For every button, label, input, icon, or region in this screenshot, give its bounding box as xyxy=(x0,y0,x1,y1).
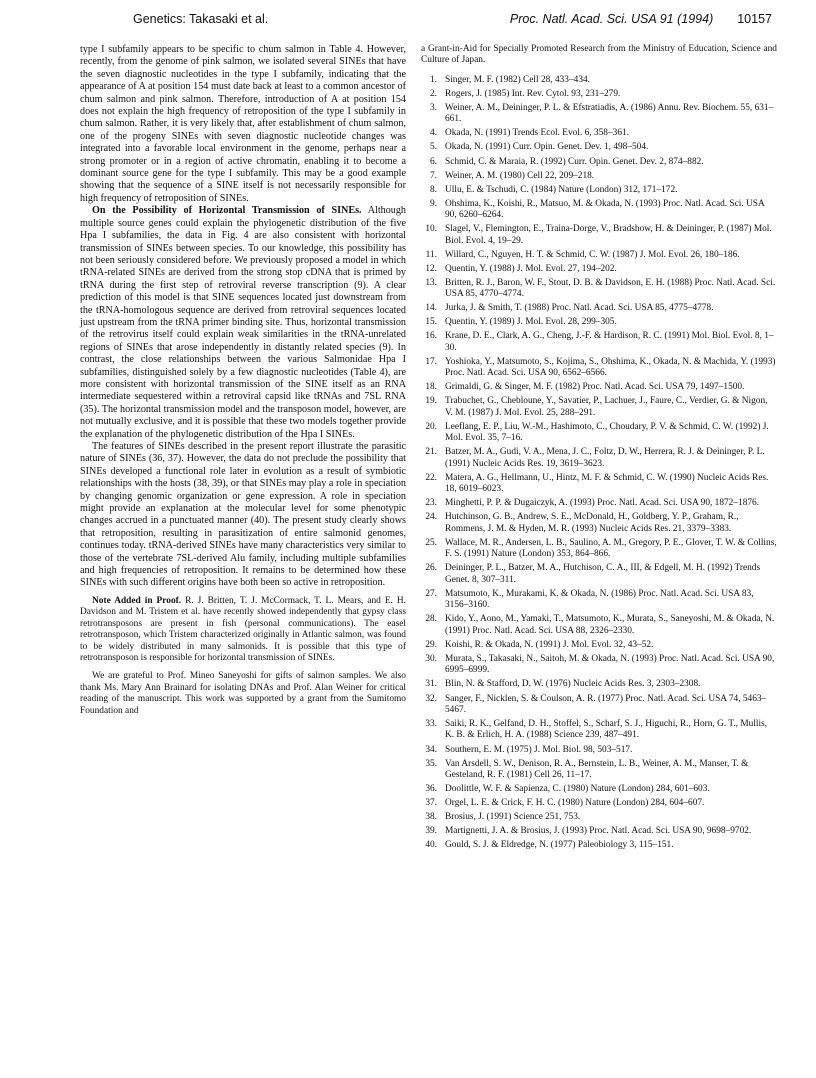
reference-number: 21. xyxy=(425,447,437,458)
reference-text: Slagel, V., Flemington, E., Traina-Dorge, V., Bradshow, H. & Deininger, P. (1987) Mol. Biol. Evol. 4, 19–29. xyxy=(445,224,772,246)
reference-item xyxy=(421,498,777,509)
reference-text: Gould, S. J. & Eldredge, N. (1977) Paleobiology 3, 115–151. xyxy=(445,840,674,851)
reference-item xyxy=(421,719,777,742)
reference-text: Southern, E. M. (1975) J. Mol. Biol. 98, 503–517. xyxy=(445,744,633,755)
reference-item xyxy=(421,563,777,586)
reference-item xyxy=(421,382,777,393)
reference-number: 29. xyxy=(425,639,437,650)
reference-item xyxy=(421,331,777,354)
reference-item xyxy=(421,199,777,222)
reference-text: Grimaldi, G. & Singer, M. F. (1982) Proc. Natl. Acad. Sci. USA 79, 1497–1500. xyxy=(445,382,745,393)
reference-item xyxy=(421,185,777,196)
reference-item xyxy=(421,589,777,612)
reference-item xyxy=(421,171,777,182)
left-column xyxy=(80,44,406,717)
reference-list xyxy=(421,75,777,852)
reference-text: Jurka, J. & Smith, T. (1988) Proc. Natl. Acad. Sci. USA 85, 4775–4778. xyxy=(445,303,714,314)
section-paragraph xyxy=(80,205,406,441)
reference-text: Yoshioka, Y., Matsumoto, S., Kojima, S., Ohshima, K., Okada, N. & Machida, Y. (1993) Proc. Natl. Acad. Sci. USA 90, 6562–6566. xyxy=(445,356,776,379)
reference-number: 28. xyxy=(425,614,437,625)
body-paragraph-2: Although multiple source genes could explain the phylogenetic distribution of the five Hpa I subfamilies, the data in Fig. 4 are also consistent with horizontal transmission of SINEs between species. To our knowledge, this possibility has not been seriously considered before. We previously proposed a model in which tRNA-related SINEs are derived from the strong stop cDNA that is primed by tRNA during the first step of retroviral reverse transcription (9). A clear prediction of this model is that SINE sequences located just downstream from the tRNA-homologous sequence are derived from retroviral sequences located just upstream from the tRNA primer binding site. Thus, horizontal transmission of the retrovirus itself could explain weak similarities in the tRNA-unrelated regions of SINEs that arose independently in distantly related species (9). In contrast, the close relationships between the various Salmonidae Hpa I subfamilies, distinguished solely by a few diagnostic nucleotides (Table 4), are more consistent with horizontal transmission of the SINE itself as an RNA intermediate sequestered within a retroviral capsid like tRNAs and 7SL RNA (35). The horizontal transmission model and the transposon model, however, are not mutually exclusive, and it is possible that these two models together provide the explanation of the phylogenetic distribution of the Hpa I SINEs. xyxy=(80,205,406,440)
reference-text: Saiki, R. K., Gelfand, D. H., Stoffel, S., Scharf, S. J., Higuchi, R., Horn, G. T., Mullis, K. B. & Erlich, H. A. (1988) Science 239, 487–491. xyxy=(445,719,768,741)
reference-number: 15. xyxy=(425,317,437,328)
reference-number: 27. xyxy=(425,588,437,599)
reference-item xyxy=(421,250,777,261)
reference-number: 4. xyxy=(429,128,437,139)
reference-number: 2. xyxy=(429,88,437,99)
reference-item xyxy=(421,264,777,275)
reference-text: Quentin, Y. (1989) J. Mol. Evol. 28, 299–305. xyxy=(445,317,617,328)
reference-item xyxy=(421,538,777,561)
reference-item xyxy=(421,812,777,823)
reference-number: 37. xyxy=(425,798,437,809)
reference-item xyxy=(421,157,777,168)
reference-text: Brosius, J. (1991) Science 251, 753. xyxy=(445,812,581,823)
reference-number: 23. xyxy=(425,498,437,509)
reference-text: Krane, D. E., Clark, A. G., Cheng, J.-F. & Hardison, R. C. (1991) Mol. Biol. Evol. 8, 1–30. xyxy=(445,331,774,353)
reference-text: Martignetti, J. A. & Brosius, J. (1993) Proc. Natl. Acad. Sci. USA 90, 9698–9702. xyxy=(445,826,752,837)
reference-number: 34. xyxy=(425,744,437,755)
reference-text: Willard, C., Nguyen, H. T. & Schmid, C. W. (1987) J. Mol. Evol. 26, 180–186. xyxy=(445,249,740,260)
reference-text: Matera, A. G., Hellmann, U., Hintz, M. F. & Schmid, C. W. (1990) Nucleic Acids Res. 18, 6019–6023. xyxy=(445,472,769,495)
reference-text: Trabuchet, G., Chebloune, Y., Savatier, P., Lachuer, J., Faure, C., Verdier, G. & Nigon, V. M. (1987) J. Mol. Evol. 25, 288–291. xyxy=(445,396,768,418)
reference-text: Kido, Y., Aono, M., Yamaki, T., Matsumoto, K., Murata, S., Saneyoshi, M. & Okada, N. (1991) Proc. Natl. Acad. Sci. USA 88, 2326–2330. xyxy=(445,614,775,636)
reference-text: Leeflang, E. P., Liu, W.-M., Hashimoto, C., Choudary, P. V. & Schmid, C. W. (1992) J. Mol. Evol. 35, 7–16. xyxy=(445,421,769,444)
reference-number: 1. xyxy=(429,74,437,85)
body-paragraph-1: type I subfamily appears to be specific to chum salmon in Table 4. However, recently, from the genome of pink salmon, we isolated several SINEs that have the seven diagnostic nucleotides in the type I subfamily, indicating that the appearance of A at position 154 must date back at least to a common ancestor of chum salmon and pink salmon. Therefore, introduction of A at position 154 does not explain the high frequency of retroposition of the type I subfamily in chum salmon. Rather, it is very likely that, after establishment of chum salmon, one of the progeny SINEs with seven diagnostic nucleotide changes was integrated into a favorable local environment in the genome, perhaps near a strong promoter or in a region of active chromatin, enabling it to become a dominant source gene for the type I subfamily. This may be a good example showing that the sequence of a SINE itself is not necessarily responsible for high frequency of retroposition of SINEs. xyxy=(80,44,406,204)
acknowledgments-continued: a Grant-in-Aid for Specially Promoted Research from the Ministry of Education, Science and Culture of Japan. xyxy=(421,44,777,66)
reference-number: 24. xyxy=(425,512,437,523)
reference-text: Singer, M. F. (1982) Cell 28, 433–434. xyxy=(445,74,591,85)
page-header xyxy=(0,6,816,32)
reference-number: 17. xyxy=(425,356,437,367)
reference-number: 25. xyxy=(425,537,437,548)
reference-item xyxy=(421,745,777,756)
reference-item xyxy=(421,422,777,445)
acknowledgments: We are grateful to Prof. Mineo Saneyoshi for gifts of salmon samples. We also thank Ms. Mary Ann Brainard for isolating DNAs and Prof. Alan Weiner for critical reading of the manuscript. This work was supported by a grant from the Sumitomo Foundation and xyxy=(80,671,406,716)
right-column xyxy=(421,44,777,854)
reference-number: 35. xyxy=(425,758,437,769)
reference-number: 6. xyxy=(429,156,437,167)
reference-text: Rogers, J. (1985) Int. Rev. Cytol. 93, 231–279. xyxy=(445,88,621,99)
reference-number: 5. xyxy=(429,142,437,153)
reference-number: 10. xyxy=(425,224,437,235)
reference-text: Deininger, P. L., Batzer, M. A., Hutchison, C. A., III, & Edgell, M. H. (1992) Trends Genet. 8, 307–311. xyxy=(445,563,761,585)
reference-text: Ohshima, K., Koishi, R., Matsuo, M. & Okada, N. (1993) Proc. Natl. Acad. Sci. USA 90, 6260–6264. xyxy=(445,198,765,221)
section-heading: On the Possibility of Horizontal Transmission of SINEs. xyxy=(92,205,362,217)
note-added-in-proof xyxy=(80,596,406,664)
reference-item xyxy=(421,89,777,100)
reference-text: Van Arsdell, S. W., Denison, R. A., Bernstein, L. B., Weiner, A. M., Manser, T. & Gesteland, R. F. (1981) Cell 26, 11–17. xyxy=(445,758,749,781)
reference-item xyxy=(421,679,777,690)
reference-text: Murata, S., Takasaki, N., Saitoh, M. & Okada, N. (1993) Proc. Natl. Acad. Sci. USA 90, 6995–6999. xyxy=(445,653,775,676)
reference-item xyxy=(421,784,777,795)
reference-number: 14. xyxy=(425,303,437,314)
reference-item xyxy=(421,840,777,851)
reference-text: Sanger, F., Nicklen, S. & Coulson, A. R. (1977) Proc. Natl. Acad. Sci. USA 74, 5463–5467. xyxy=(445,693,767,715)
reference-text: Okada, N. (1991) Trends Ecol. Evol. 6, 358–361. xyxy=(445,128,630,139)
reference-number: 9. xyxy=(429,198,437,209)
reference-item xyxy=(421,512,777,535)
journal-citation xyxy=(510,12,772,26)
reference-number: 36. xyxy=(425,784,437,795)
reference-text: Okada, N. (1991) Curr. Opin. Genet. Dev. 1, 498–504. xyxy=(445,142,649,153)
reference-number: 40. xyxy=(425,840,437,851)
reference-text: Koishi, R. & Okada, N. (1991) J. Mol. Evol. 32, 43–52. xyxy=(445,639,654,650)
body-paragraph-3: The features of SINEs described in the present report illustrate the parasitic nature of SINEs (36, 37). However, the data do not preclude the possibility that SINEs developed a functional role later in evolution as a result of symbiotic relationships with the hosts (38, 39), or that SINEs may play a role in speciation by changing genomic organization or gene expression. A role in speciation might provide an explanation at the molecular level for some phenotypic changes accrued in a punctuated manner (40). The present study clearly shows that retroposition, resulting in parasitization of entire salmonid genomes, continues today. tRNA-derived SINEs have many characteristics very similar to those of the vertebrate 7SL-derived Alu family, including multiple subfamilies and high frequencies of retroposition. It remains to be determined how these SINEs with such different origins have both been so active in retroposition. xyxy=(80,441,406,589)
reference-text: Britten, R. J., Baron, W. F., Stout, D. B. & Davidson, E. H. (1988) Proc. Natl. Acad. Sci. USA 85, 4770–4774. xyxy=(445,277,776,300)
reference-item xyxy=(421,303,777,314)
reference-number: 18. xyxy=(425,382,437,393)
reference-number: 20. xyxy=(425,421,437,432)
reference-number: 13. xyxy=(425,277,437,288)
reference-item xyxy=(421,357,777,380)
reference-number: 7. xyxy=(429,170,437,181)
reference-text: Batzer, M. A., Gudi, V. A., Mena, J. C., Foltz, D. W., Herrera, R. J. & Deininger, P. L. (1991) Nucleic Acids Res. 19, 3619–3623. xyxy=(445,447,765,469)
reference-item xyxy=(421,694,777,717)
reference-item xyxy=(421,826,777,837)
reference-text: Weiner, A. M., Deininger, P. L. & Efstratiadis, A. (1986) Annu. Rev. Biochem. 55, 631–661. xyxy=(445,102,774,125)
note-heading: Note Added in Proof. xyxy=(92,595,182,606)
reference-item xyxy=(421,798,777,809)
reference-text: Hutchinson, G. B., Andrew, S. E., McDonald, H., Goldberg, Y. P., Graham, R., Rommens, J. M. & Hyden, M. R. (1993) Nucleic Acids Res. 21, 3379–3383. xyxy=(445,512,739,534)
reference-item xyxy=(421,759,777,782)
reference-number: 12. xyxy=(425,263,437,274)
reference-item xyxy=(421,75,777,86)
note-text: R. J. Britten, T. J. McCormack, T. L. Mears, and E. H. Davidson and M. Tristem et al. have recently showed independently that gypsy class retrotransposons are present in fish (personal communications). The easel retrotransposon, which Tristem characterized originally in Atlantic salmon, was found to be widely distributed in many salmonids. It is possible that this type of retrotransposon is responsible for horizontal transmission of SINEs. xyxy=(80,595,406,663)
reference-text: Orgel, L. E. & Crick, F. H. C. (1980) Nature (London) 284, 604–607. xyxy=(445,798,705,809)
reference-text: Quentin, Y. (1988) J. Mol. Evol. 27, 194–202. xyxy=(445,263,617,274)
reference-number: 16. xyxy=(425,331,437,342)
page-number: 10157 xyxy=(737,12,772,26)
reference-number: 31. xyxy=(425,679,437,690)
reference-text: Schmid, C. & Maraia, R. (1992) Curr. Opin. Genet. Dev. 2, 874–882. xyxy=(445,156,704,167)
reference-text: Minghetti, P. P. & Dugaiczyk, A. (1993) Proc. Natl. Acad. Sci. USA 90, 1872–1876. xyxy=(445,498,760,509)
reference-item xyxy=(421,317,777,328)
reference-number: 38. xyxy=(425,812,437,823)
reference-item xyxy=(421,142,777,153)
reference-number: 11. xyxy=(425,249,437,260)
reference-number: 22. xyxy=(425,472,437,483)
reference-item xyxy=(421,614,777,637)
reference-text: Wallace, M. R., Andersen, L. B., Saulino, A. M., Gregory, P. E., Glover, T. W. & Collins, F. S. (1991) Nature (London) 353, 864–866. xyxy=(445,537,777,560)
reference-item xyxy=(421,640,777,651)
reference-text: Doolittle, W. F. & Sapienza, C. (1980) Nature (London) 284, 601–603. xyxy=(445,784,710,795)
reference-number: 26. xyxy=(425,563,437,574)
reference-text: Weiner, A. M. (1980) Cell 22, 209–218. xyxy=(445,170,595,181)
running-head: Genetics: Takasaki et al. xyxy=(133,12,269,26)
reference-text: Matsumoto, K., Murakami, K. & Okada, N. (1986) Proc. Natl. Acad. Sci. USA 83, 3156–3160. xyxy=(445,588,754,611)
reference-number: 3. xyxy=(429,102,437,113)
reference-number: 39. xyxy=(425,826,437,837)
reference-item xyxy=(421,278,777,301)
reference-item xyxy=(421,447,777,470)
reference-number: 32. xyxy=(425,693,437,704)
reference-item xyxy=(421,654,777,677)
reference-number: 30. xyxy=(425,653,437,664)
reference-number: 19. xyxy=(425,396,437,407)
journal-name: Proc. Natl. Acad. Sci. USA 91 (1994) xyxy=(509,12,714,26)
reference-item xyxy=(421,473,777,496)
reference-number: 33. xyxy=(425,719,437,730)
reference-item xyxy=(421,396,777,419)
reference-number: 8. xyxy=(429,184,437,195)
reference-item xyxy=(421,224,777,247)
reference-text: Blin, N. & Stafford, D. W. (1976) Nucleic Acids Res. 3, 2303–2308. xyxy=(445,679,701,690)
reference-item xyxy=(421,103,777,126)
reference-item xyxy=(421,128,777,139)
reference-text: Ullu, E. & Tschudi, C. (1984) Nature (London) 312, 171–172. xyxy=(445,184,678,195)
